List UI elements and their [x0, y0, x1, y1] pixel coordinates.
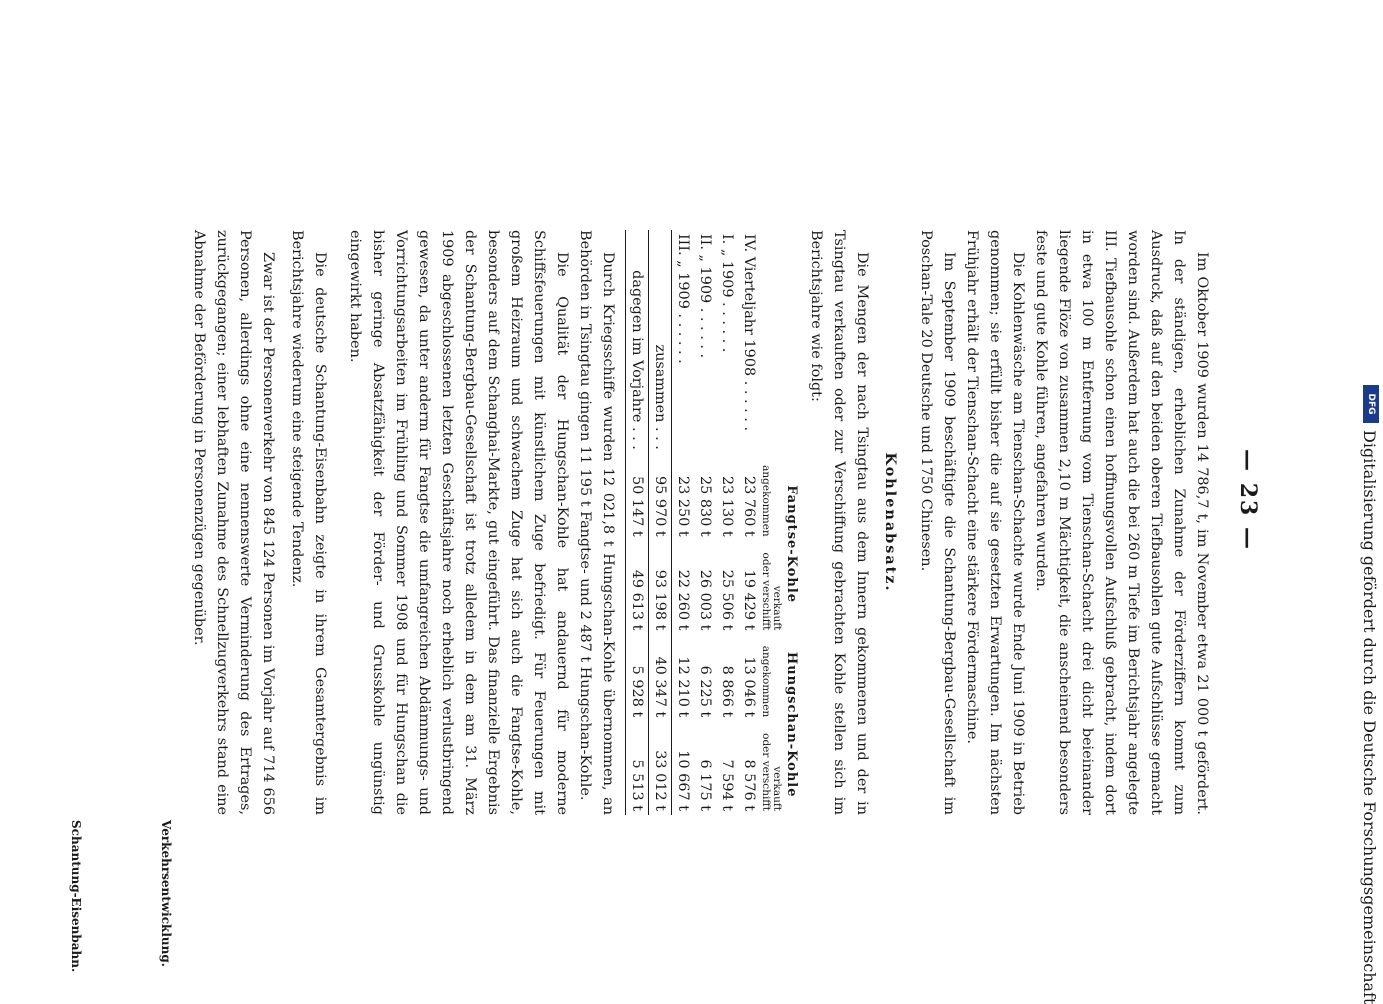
table-row-total: zusammen . . . 95 970 t 93 198 t 40 347 t 33 012 t [649, 230, 672, 815]
heading-kohlenabsatz: Kohlenabsatz. [882, 452, 899, 593]
paragraph-eisenbahn: Die deutsche Schantung-Eisenbahn zeigte in ihrem Gesamtergebnis im Berichtsjahre wiederum eine steigende Tendenz. [289, 230, 328, 815]
digitization-credit: Digitalisierung gefördert durch die Deutsche Forschungsgemeinschaft [1360, 430, 1379, 1004]
col-verkauft: verkauft oder verschifft [760, 552, 783, 631]
paragraph-qualitaet: Die Qualität der Hungschan-Kohle hat andauernd für moderne Schiffsfeuerungen mit künstlichem Zuge befriedigt. Für Feuerungen mit großem Heizraum und schwachem Zuge hat sich auch die Fangtse-Kohle, besonders auf dem Schanghai-Markte, gut eingeführt. Das finanzielle Ergebnis der Schantung-Bergbau-Gesellschaft ist trotz alledem in dem am 31. März 1909 abgeschlossenen letzten Geschäftsjahre noch erheblich verlustbringend gewesen, da unter anderm für Fangtse die umfangreichen Abdämmungs- und Vorrichtungsarbeiten im Frühling und Sommer 1908 und für Hungschan die bisher geringe Absatzfähigkeit der Förder- und Grusskohle ungünstig eingewirkt haben. [347, 230, 570, 815]
coal-table [625, 230, 800, 815]
dfg-logo: DFG [1363, 385, 1379, 423]
paragraph-personenverkehr: Zwar ist der Personenverkehr von 845 124 Personen im Vorjahr auf 714 656 Personen, allerdings ohne eine nennenswerte Verminderung des Ertrages, zurückgegangen; einer lebhaften Zunahme des Schnellzugverkehrs stand eine Abnahme der Beförderung in Personenzügen gegenüber. [191, 230, 276, 815]
main-text [187, 230, 1213, 815]
paragraph-foerderung: Im Oktober 1909 wurden 14 786,7 t, im November etwa 21 000 t gefördert. In der ständigen, erheblichen Zunahme der Förderziffern kommt zum Ausdruck, daß auf den beiden oberen Tiefbausohlen gute Aufschlüsse gemacht worden sind. Außerdem hat auch die bei 260 m Tiefe im Berichtsjahr angelegte III. Tiefbausohle schon einen hoffnungsvollen Aufschluß gebracht, indem dort in etwa 100 m Entfernung vom Tienschan-Schacht drei dicht beieinander liegende Flöze von zusammen 2,10 m Mächtigkeit, die anscheinend besonders feste und gute Kohle führen, angefahren wurden. [1033, 230, 1210, 815]
table-row: IV. Vierteljahr 1908 . . . . . . 23 760 t 19 429 t 13 046 t 8 576 t [741, 234, 757, 811]
col-angekommen: angekommen [760, 465, 772, 537]
col-angekommen: angekommen [760, 645, 772, 718]
paragraph-kriegsschiffe: Durch Kriegsschiffe wurden 12 021,8 t Hungschan-Kohle übernommen, an Behörden in Tsingtau gingen 11 195 t Fangtse- und 2 487 t Hungschan-Kohle. [577, 230, 616, 815]
paragraph-mengen: Die Mengen der nach Tsingtau aus dem Innern gekommenen und der in Tsingtau verkauften oder zur Verschiffung gebrachten Kohle stellen sich im Berichtsjahre wie folgt: [808, 230, 870, 815]
table-row: II. „ 1909 . . . . . . 25 830 t 26 003 t 6 225 t 6 175 t [697, 234, 713, 811]
table-row-previous-year: dagegen im Vorjahre . . . 50 147 t 49 613 t 5 928 t 5 513 t [626, 230, 649, 815]
paragraph-kohlenwaesche: Die Kohlenwäsche am Tienschan-Schachte wurde Ende Juni 1909 in Betrieb genommen; sie erfüllt bisher die auf sie gesetzten Erwartungen. Im nächsten Frühjahr erhält der Tienschan-Schacht eine stärkere Fördermaschine. [964, 230, 1026, 815]
group-hungschan: Hungschan-Kohle [784, 651, 799, 798]
paragraph-beschaeftigte: Im September 1909 beschäftigte die Schantung-Bergbau-Gesellschaft im Poschan-Tale 20 Deutsche und 1750 Chinesen. [918, 230, 957, 815]
group-fangtse: Fangtse-Kohle [784, 485, 799, 604]
page-number: — 23 — [1235, 449, 1261, 551]
table-row: I. „ 1909 . . . . . . 23 130 t 25 506 t 8 866 t 7 594 t [719, 234, 735, 811]
col-verkauft: verkauft oder verschifft [760, 733, 783, 811]
margin-note-eisenbahn: Schantung-Eisenbahn. [69, 820, 83, 973]
margin-note-verkehr: Verkehrsentwicklung. [159, 820, 173, 967]
table-row: III. „ 1909 . . . . . . 23 250 t 22 260 t 12 210 t 10 667 t [675, 234, 691, 811]
